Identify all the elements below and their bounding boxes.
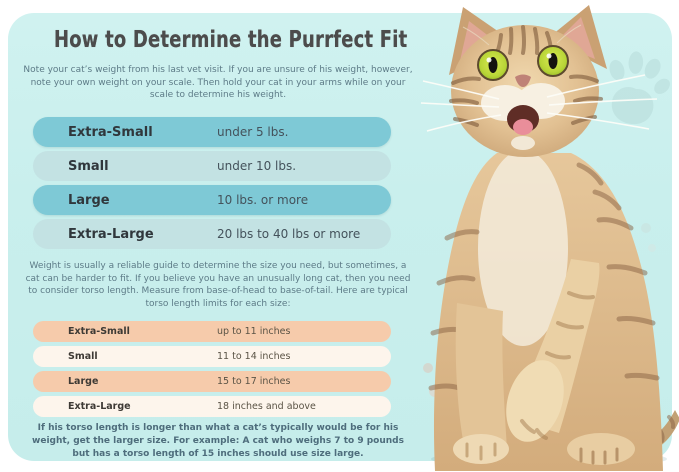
weight-size-table xyxy=(33,117,391,249)
torso-paragraph: Weight is usually a reliable guide to determine the size you need, but sometimes, a cat can be harder to fit. If you believe you have an unusually long cat, then you need to consider torso length. Measure from base-of-head to base-of-tail. Here are typical torso length limits for each size: xyxy=(25,261,411,309)
size-label: Extra-Large xyxy=(68,401,131,412)
size-label: Extra-Small xyxy=(68,326,130,337)
tabby-cat-photo xyxy=(419,3,679,471)
weight-value: 10 lbs. or more xyxy=(217,193,309,207)
size-label: Small xyxy=(68,351,98,362)
table-row xyxy=(33,219,391,249)
page-title: How to Determine the Purrfect Fit xyxy=(53,27,408,53)
length-value: up to 11 inches xyxy=(217,326,291,337)
table-row xyxy=(33,185,391,215)
size-label: Small xyxy=(68,158,109,174)
table-row xyxy=(33,371,391,392)
size-label: Extra-Small xyxy=(68,124,153,140)
size-label: Extra-Large xyxy=(68,226,154,242)
size-label: Large xyxy=(68,376,99,387)
weight-value: under 5 lbs. xyxy=(217,125,289,139)
table-row xyxy=(33,151,391,181)
torso-length-table xyxy=(33,321,391,417)
table-row xyxy=(33,321,391,342)
length-value: 18 inches and above xyxy=(217,401,316,412)
weight-value: under 10 lbs. xyxy=(217,159,297,173)
length-value: 11 to 14 inches xyxy=(217,351,291,362)
footer-note: If his torso length is longer than what a cat’s typically would be for his weight, get the larger size. For example: A cat who weighs 7 to 9 pounds but has a torso length of 15 inches should use size large. xyxy=(32,423,404,460)
size-label: Large xyxy=(68,192,110,208)
table-row xyxy=(33,396,391,417)
weight-value: 20 lbs to 40 lbs or more xyxy=(217,227,361,241)
table-row xyxy=(33,346,391,367)
length-value: 15 to 17 inches xyxy=(217,376,291,387)
table-row xyxy=(33,117,391,147)
intro-paragraph: Note your cat’s weight from his last vet visit. If you are unsure of his weight, however, note your own weight on your scale. Then hold your cat in your arms while on your scale to determine his weight. xyxy=(23,65,413,101)
